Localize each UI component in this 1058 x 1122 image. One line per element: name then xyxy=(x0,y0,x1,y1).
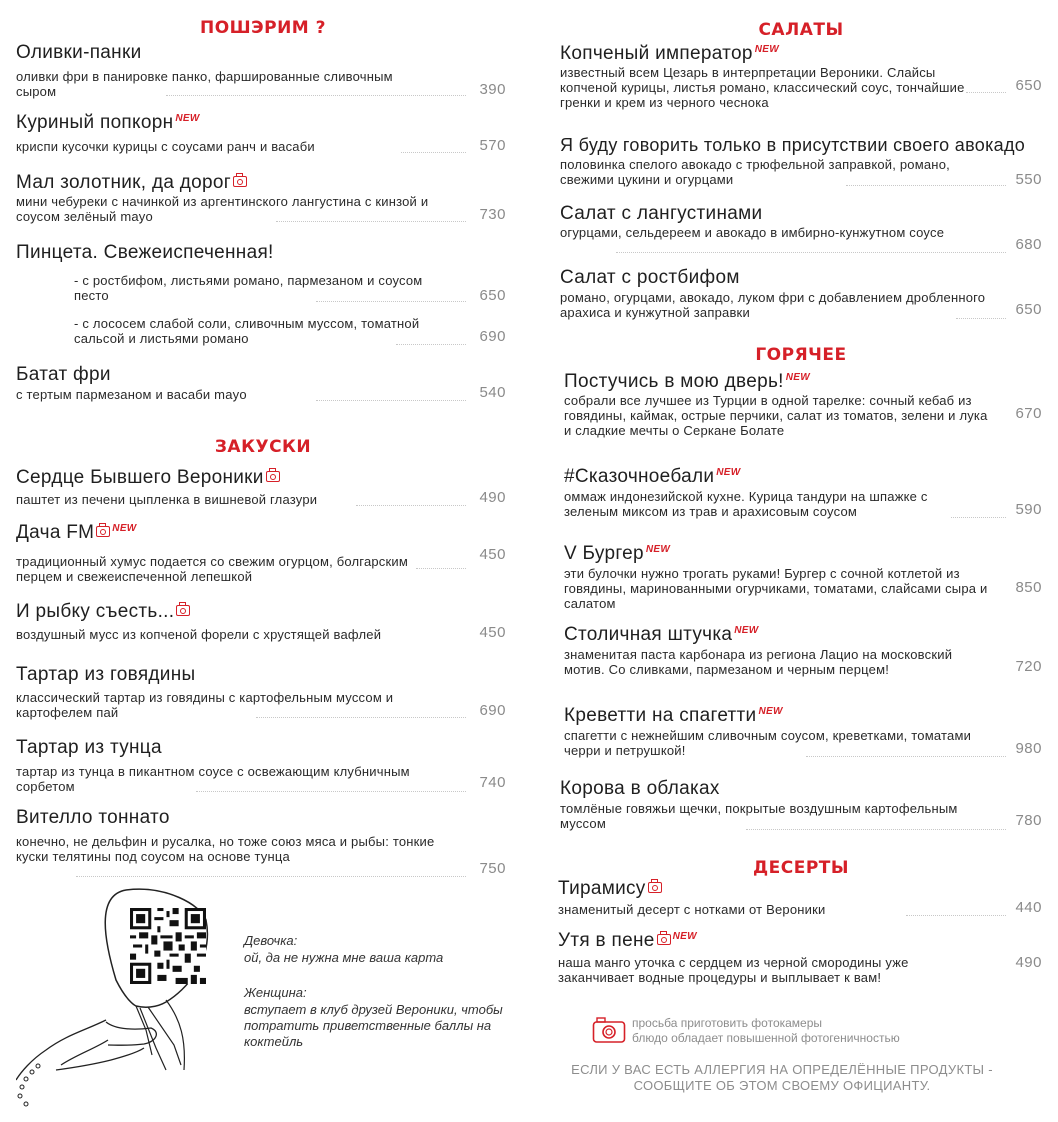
item-desc-krevetti: спагетти с нежнейшим сливочным соусом, креветками, томатами черри и петрушкой! xyxy=(564,728,972,758)
dots xyxy=(966,92,1006,93)
item-name-vitello: Вителло тоннато xyxy=(16,807,170,828)
dots xyxy=(76,876,466,877)
item-option-pinceta-1: - с ростбифом, листьями романо, пармезаном и соусом песто xyxy=(74,273,423,303)
item-price-serdce: 490 xyxy=(479,489,506,506)
item-name-korova: Корова в облаках xyxy=(560,778,720,799)
camera-note-line2: блюдо обладает повышенной фотогеничностью xyxy=(632,1031,900,1045)
item-desc-tartar-g: классический тартар из говядины с картофельным муссом и картофелем пай xyxy=(16,690,394,720)
item-price-utya: 490 xyxy=(1015,954,1042,971)
section-title-deserty: ДЕСЕРТЫ xyxy=(752,858,849,878)
item-name-zolotnik: Мал золотник, да дорог xyxy=(16,172,247,194)
item-desc-dver: собрали все лучшее из Турции в одной тарелке: сочный кебаб из говядины, каймак, острые перчики, салат из томатов, зелени и лука и сладкие мечты о Серкане Болате xyxy=(564,393,988,438)
camera-icon xyxy=(176,605,190,616)
item-desc-batat: с тертым пармезаном и васаби mayo xyxy=(16,387,247,402)
new-badge: NEW xyxy=(754,43,779,55)
dots xyxy=(956,318,1006,319)
item-name-tartar-g: Тартар из говядины xyxy=(16,664,196,685)
item-name-stolichnaya: Столичная штучка $^{NEW}$ xyxy=(564,624,759,645)
item-name-batat: Батат фри xyxy=(16,364,111,385)
new-badge: NEW xyxy=(734,624,759,636)
item-desc-tartar-t: тартар из тунца в пикантном соусе с освежающим клубничным сорбетом xyxy=(16,764,410,794)
dots xyxy=(746,829,1006,830)
item-price-burger: 850 xyxy=(1015,579,1042,596)
item-price-korova: 780 xyxy=(1015,812,1042,829)
item-price-langustiny: 680 xyxy=(1015,236,1042,253)
dots xyxy=(806,756,1006,757)
item-name-langustiny: Салат с лангустинами xyxy=(560,203,763,224)
item-price-rostbif: 650 xyxy=(1015,301,1042,318)
item-name-dacha: Дача FM $^{NEW}$ xyxy=(16,522,137,543)
section-title-goryachee: ГОРЯЧЕЕ xyxy=(755,345,847,365)
new-badge: NEW xyxy=(785,371,810,383)
item-price-pinceta-2: 690 xyxy=(479,328,506,345)
dots xyxy=(256,717,466,718)
item-price-popcorn: 570 xyxy=(479,137,506,154)
item-desc-stolichnaya: знаменитая паста карбонара из региона Лацио на московский мотив. Со сливками, пармезаном и черным перцем! xyxy=(564,647,953,677)
item-desc-olivki: оливки фри в панировке панко, фаршированные сливочным сыром xyxy=(16,69,393,99)
item-price-stolichnaya: 720 xyxy=(1015,658,1042,675)
item-price-vitello: 750 xyxy=(479,860,506,877)
item-desc-tiramisu: знаменитый десерт с нотками от Вероники xyxy=(558,902,826,917)
item-price-krevetti: 980 xyxy=(1015,740,1042,757)
dots xyxy=(196,791,466,792)
dots xyxy=(316,301,466,302)
section-title-poshrim: ПОШЭРИМ ? xyxy=(199,18,327,38)
dots xyxy=(616,252,1006,253)
dots xyxy=(416,568,466,569)
new-badge: NEW xyxy=(672,930,697,942)
dialog-woman-label: Женщина: xyxy=(244,985,307,1000)
item-price-dver: 670 xyxy=(1015,405,1042,422)
item-price-pinceta-1: 650 xyxy=(479,287,506,304)
item-price-rybka: 450 xyxy=(479,624,506,641)
camera-icon xyxy=(266,471,280,482)
camera-icon xyxy=(657,934,671,945)
dots xyxy=(906,915,1006,916)
item-price-olivki: 390 xyxy=(479,81,506,98)
dialog-woman-text: вступает в клуб друзей Вероники, чтобы потратить приветственные баллы на коктейль xyxy=(244,1002,503,1049)
new-badge: NEW xyxy=(175,112,200,124)
item-name-utya: Утя в пене $^{NEW}$ xyxy=(558,930,697,951)
item-desc-serdce: паштет из печени цыпленка в вишневой глазури xyxy=(16,492,318,507)
dialog-girl-text: ой, да не нужна мне ваша карта xyxy=(244,950,444,965)
item-option-pinceta-2: - с лососем слабой соли, сливочным муссом, томатной сальсой и листьями романо xyxy=(74,316,420,346)
item-desc-rostbif: романо, огурцами, авокадо, луком фри с добавлением дробленного арахиса и кунжутной заправки xyxy=(560,290,986,320)
new-badge: NEW xyxy=(645,543,671,555)
item-price-avokado: 550 xyxy=(1015,171,1042,188)
camera-icon xyxy=(592,1016,626,1044)
item-price-dacha: 450 xyxy=(479,546,506,563)
qr-code-icon[interactable] xyxy=(130,908,206,984)
dots xyxy=(846,185,1006,186)
item-price-zolotnik: 730 xyxy=(479,206,506,223)
item-desc-langustiny: огурцами, сельдереем и авокадо в имбирно-кунжутном соусе xyxy=(560,225,945,240)
item-name-rostbif: Салат с ростбифом xyxy=(560,267,740,288)
item-price-skazochno: 590 xyxy=(1015,501,1042,518)
item-desc-rybka: воздушный мусс из копченой форели с хрустящей вафлей xyxy=(16,627,382,642)
new-badge: NEW xyxy=(112,522,137,534)
item-desc-imperator: известный всем Цезарь в интерпретации Вероники. Слайсы копченой курицы, листья романо, классический соус, тончайшие гренки и крем из черного чеснока xyxy=(560,65,965,110)
item-name-popcorn: Куриный попкорн $^{NEW}$ xyxy=(16,112,200,133)
item-name-avokado: Я буду говорить только в присутствии своего авокадо xyxy=(560,135,1026,155)
item-name-tiramisu: Тирамису xyxy=(558,878,662,900)
item-desc-korova: томлёные говяжьи щечки, покрытые воздушным картофельным муссом xyxy=(560,801,958,831)
item-desc-avokado: половинка спелого авокадо с трюфельной заправкой, романо, свежими цукини и огурцами xyxy=(560,157,950,187)
item-name-dver: Постучись в мою дверь! $^{NEW}$ xyxy=(564,371,810,392)
dialog-girl-label: Девочка: xyxy=(244,933,298,948)
item-desc-popcorn: криспи кусочки курицы с соусами ранч и васаби xyxy=(16,139,315,154)
item-price-imperator: 650 xyxy=(1015,77,1042,94)
item-name-krevetti: Креветти на спагетти $^{NEW}$ xyxy=(564,705,783,726)
camera-note-line1: просьба приготовить фотокамеры xyxy=(632,1016,823,1030)
camera-icon xyxy=(233,176,247,187)
item-desc-utya: наша манго уточка с сердцем из черной смородины уже заканчивает водные процедуры и выплывает к вам! xyxy=(558,955,909,985)
item-name-tartar-t: Тартар из тунца xyxy=(16,737,162,758)
dots xyxy=(166,95,466,96)
item-name-skazochno: #Сказочноебали $^{NEW}$ xyxy=(564,466,741,487)
camera-icon xyxy=(96,526,110,537)
dots xyxy=(951,517,1006,518)
item-desc-vitello: конечно, не дельфин и русалка, но тоже союз мяса и рыбы: тонкие куски телятины под соусом на основе тунца xyxy=(16,834,435,864)
item-name-serdce: Сердце Бывшего Вероники xyxy=(16,467,280,489)
new-badge: NEW xyxy=(716,466,741,478)
item-name-imperator: Копченый император $^{NEW}$ xyxy=(560,43,779,64)
item-price-tartar-g: 690 xyxy=(479,702,506,719)
dots xyxy=(396,344,466,345)
item-desc-burger: эти булочки нужно трогать руками! Бургер с сочной котлетой из говядины, маринованными огурчиками, томатами, слайсами сыра и салатом xyxy=(564,566,988,611)
item-desc-dacha: традиционный хумус подается со свежим огурцом, болгарским перцем и свежеиспеченной лепешкой xyxy=(16,554,408,584)
item-desc-zolotnik: мини чебуреки с начинкой из аргентинского лангустина с кинзой и соусом зелёный mayo xyxy=(16,194,429,224)
dots xyxy=(316,400,466,401)
item-name-rybka: И рыбку съесть... xyxy=(16,601,190,623)
allergy-note: ЕСЛИ У ВАС ЕСТЬ АЛЛЕРГИЯ НА ОПРЕДЕЛЁННЫЕ ПРОДУКТЫ - СООБЩИТЕ ОБ ЭТОМ СВОЕМУ ОФИЦИАНТУ. xyxy=(571,1062,993,1093)
dots xyxy=(401,152,466,153)
section-title-salaty: САЛАТЫ xyxy=(758,20,844,40)
item-price-batat: 540 xyxy=(479,384,506,401)
item-name-pinceta: Пинцета. Свежеиспеченная! xyxy=(16,242,274,263)
item-name-burger: V Бургер $^{NEW}$ xyxy=(564,543,671,564)
item-price-tartar-t: 740 xyxy=(479,774,506,791)
new-badge: NEW xyxy=(758,705,783,717)
item-name-olivki: Оливки-панки xyxy=(16,42,142,63)
camera-icon xyxy=(648,882,662,893)
item-price-tiramisu: 440 xyxy=(1015,899,1042,916)
dots xyxy=(356,505,466,506)
item-desc-skazochno: оммаж индонезийской кухне. Курица тандури на шпажке с зеленым миксом из трав и арахисовым соусом xyxy=(564,489,928,519)
section-title-zakuski: ЗАКУСКИ xyxy=(214,437,312,457)
dots xyxy=(276,221,466,222)
